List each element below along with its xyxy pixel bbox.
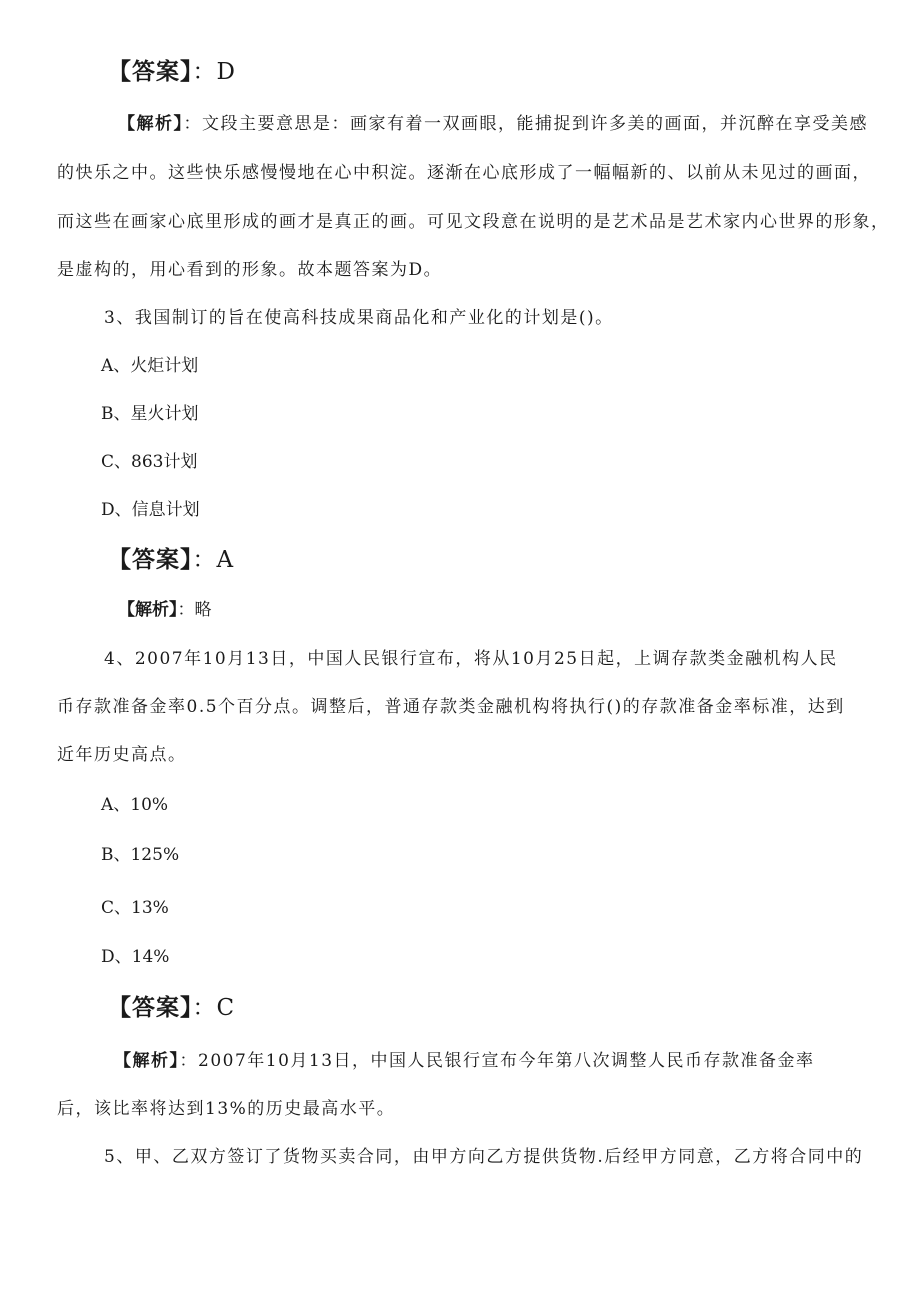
explanation-line: 后，该比率将达到13%的历史最高水平。 <box>57 1099 396 1119</box>
explanation-line <box>118 598 212 622</box>
answer-label: 【答案】 <box>108 59 193 85</box>
answer-line <box>108 996 235 1020</box>
question-text: 3、我国制订的旨在使高科技成果商品化和产业化的计划是()。 <box>104 308 614 328</box>
explanation-line: 而这些在画家心底里形成的画才是真正的画。可见文段意在说明的是艺术品是艺术家内心世界的形象， <box>57 212 890 232</box>
answer-value: ：D <box>192 59 236 85</box>
answer-value: ：A <box>192 547 235 573</box>
explanation-text: ：2007年10月13日，中国人民银行宣布今年第八次调整人民币存款准备金率 <box>179 1051 815 1071</box>
answer-line <box>108 548 234 572</box>
option-c: C、863计划 <box>101 452 198 472</box>
explanation-label: 【解析】 <box>118 114 184 134</box>
option-b: B、125% <box>101 845 180 865</box>
option-d: D、信息计划 <box>101 500 200 520</box>
question-text: 近年历史高点。 <box>57 745 187 765</box>
explanation-line: 是虚构的，用心看到的形象。故本题答案为D。 <box>57 260 443 280</box>
question-text: 4、2007年10月13日，中国人民银行宣布，将从10月25日起，上调存款类金融机构人民 <box>104 649 838 669</box>
option-b: B、星火计划 <box>101 404 199 424</box>
explanation-label: 【解析】 <box>114 1051 180 1071</box>
answer-value: ：C <box>192 995 236 1021</box>
question-text: 5、甲、乙双方签订了货物买卖合同，由甲方向乙方提供货物.后经甲方同意，乙方将合同中的 <box>104 1147 864 1167</box>
answer-line <box>108 60 236 84</box>
explanation-line <box>118 112 868 136</box>
option-d: D、14% <box>101 947 170 967</box>
answer-label: 【答案】 <box>108 995 193 1021</box>
option-c: C、13% <box>101 898 169 918</box>
explanation-text: ：文段主要意思是：画家有着一双画眼，能捕捉到许多美的画面，并沉醉在享受美感 <box>183 114 868 134</box>
explanation-label: 【解析】 <box>118 600 178 620</box>
question-text: 币存款准备金率0.5个百分点。调整后，普通存款类金融机构将执行()的存款准备金率标准，达到 <box>57 697 845 717</box>
explanation-text: ：略 <box>177 600 212 620</box>
option-a: A、火炬计划 <box>101 356 199 376</box>
explanation-line: 的快乐之中。这些快乐感慢慢地在心中积淀。逐渐在心底形成了一幅幅新的、以前从未见过的画面， <box>57 163 871 183</box>
option-a: A、10% <box>101 795 169 815</box>
explanation-line <box>114 1049 815 1073</box>
answer-label: 【答案】 <box>108 547 193 573</box>
